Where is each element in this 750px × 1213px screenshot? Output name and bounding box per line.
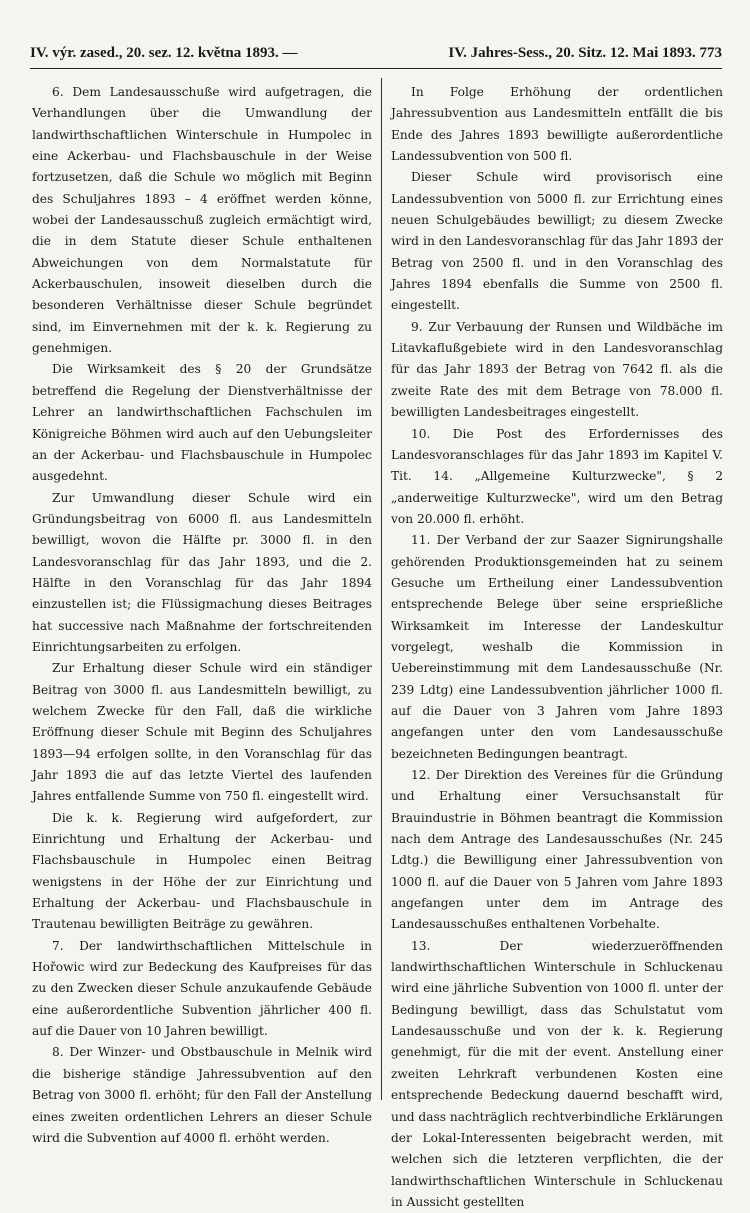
- paragraph: 11. Der Verband der zur Saazer Signirungshalle gehörenden Produktionsgemeinden hat zu seinem Gesuche um Ertheilung einer Landessubvention entsprechende Belege über seine ersprießliche Wirksamkeit im Interesse der Landeskultur vorgelegt, weshalb die Kommission in Uebereinstimmung mit dem Landesausschuße (Nr. 239 Ldtg) eine Landessubvention jährlicher 1000 fl. auf die Dauer von 3 Jahren vom Jahre 1893 angefangen unter den vom Landesausschuße bezeichneten Bedingungen beantragt.: [391, 533, 723, 761]
- paragraph: 12. Der Direktion des Vereines für die Gründung und Erhaltung einer Versuchsanstalt für Brauindustrie in Böhmen beantragt die Kommission nach dem Antrage des Landesausschußes (Nr. 245 Ldtg.) die Bewilligung einer Jahressubvention von 1000 fl. auf die Dauer von 5 Jahren vom Jahre 1893 angefangen unter dem im Antrage des Landesausschußes enthaltenen Vorbehalte.: [391, 768, 723, 932]
- paragraph: Die k. k. Regierung wird aufgefordert, zur Einrichtung und Erhaltung der Ackerbau- und Flachsbauschule in Humpolec einen Beitrag wenigstens in der Höhe der zur Einrichtung und Erhaltung der Ackerbau- und Flachsbauschule in Trautenau bewilligten Beiträge zu gewähren.: [32, 810, 372, 932]
- paragraph: 6. Dem Landesausschuße wird aufgetragen, die Verhandlungen über die Umwandlung der landwirthschaftlichen Winterschule in Humpolec in eine Ackerbau- und Flachsbauschule in der Weise fortzusetzen, daß die Schule wo möglich mit Beginn des Schuljahres 1893 – 4 eröffnet werden könne, wobei der Landesausschuß zugleich ermächtigt wird, die in dem Statute dieser Schule enthaltenen Abweichungen von dem Normalstatute für Ackerbauschulen, insoweit dieselben durch die besonderen Verhältnisse dieser Schule begründet sind, im Einvernehmen mit der k. k. Regierung zu genehmigen.: [32, 85, 372, 356]
- header-czech-text: IV. výr. zased., 20. sez. 12. května 1893.: [30, 45, 279, 61]
- header-czech: [30, 40, 298, 66]
- paragraph: Zur Umwandlung dieser Schule wird ein Gründungsbeitrag von 6000 fl. aus Landesmitteln bewilligt, wovon die Hälfte pr. 3000 fl. in den Landesvoranschlag für das Jahr 1893, und die 2. Hälfte in den Voranschlag für das Jahr 1894 einzustellen ist; die Flüssigmachung dieses Beitrages hat successive nach Maßnahme der fortschreitenden Einrichtungsarbeiten zu erfolgen.: [32, 490, 372, 654]
- header-separator: —: [282, 45, 298, 61]
- paragraph: 13. Der wiederzueröffnenden landwirthschaftlichen Winterschule in Schluckenau wird eine jährliche Subvention von 1000 fl. unter der Bedingung bewilligt, dass das Schulstatut vom Landesausschuße und von der k. k. Regierung genehmigt, für die mit der event. Anstellung einer zweiten Lehrkraft verbundenen Kosten eine entsprechende Bedeckung dauernd beschafft wird, und dass nachträglich rechtverbindliche Erklärungen der Lokal-Interessenten beigebracht werden, mit welchen sich die letzteren verpflichten, die der landwirthschaftlichen Winterschule in Schluckenau in Aussicht gestellten: [391, 938, 723, 1209]
- paragraph: 7. Der landwirthschaftlichen Mittelschule in Hořowic wird zur Bedeckung des Kaufpreises für das zu den Zwecken dieser Schule anzukaufende Gebäude eine außerordentliche Subvention jährlicher 400 fl. auf die Dauer von 10 Jahren bewilligt.: [32, 938, 372, 1039]
- left-column: [32, 82, 372, 1145]
- paragraph: 8. Der Winzer- und Obstbauschule in Melnik wird die bisherige ständige Jahressubvention auf den Betrag von 3000 fl. erhöht; für den Fall der Anstellung eines zweiten ordentlichen Lehrers an dieser Schule wird die Subvention auf 4000 fl. erhöht werden.: [32, 1045, 372, 1145]
- paragraph: 9. Zur Verbauung der Runsen und Wildbäche im Litavkaflußgebiete wird in den Landesvoranschlag für das Jahr 1893 der Betrag von 7642 fl. als die zweite Rate des mit dem Betrage von 78.000 fl. bewilligten Landesbeitrages eingestellt.: [391, 319, 723, 420]
- right-column: [391, 82, 723, 1209]
- column-divider: [381, 78, 382, 1100]
- header-rule: [30, 68, 722, 69]
- paragraph: In Folge Erhöhung der ordentlichen Jahressubvention aus Landesmitteln entfällt die bis Ende des Jahres 1893 bewilligte außerordentliche Landessubvention von 500 fl.: [391, 85, 723, 164]
- paragraph: Dieser Schule wird provisorisch eine Landessubvention von 5000 fl. zur Errichtung eines neuen Schulgebäudes bewilligt; zu diesem Zwecke wird in den Landesvoranschlag für das Jahr 1893 der Betrag von 2500 fl. und in den Voranschlag des Jahres 1894 ebenfalls die Summe von 2500 fl. eingestellt.: [391, 170, 723, 313]
- paragraph: 10. Die Post des Erfordernisses des Landesvoranschlages für das Jahr 1893 im Kapitel V. Tit. 14. „Allgemeine Kulturzwecke", § 2 „anderweitige Kulturzwecke", wird um den Betrag von 20.000 fl. erhöht.: [391, 426, 723, 526]
- paragraph: Die Wirksamkeit des § 20 der Grundsätze betreffend die Regelung der Dienstverhältnisse der Lehrer an landwirthschaftlichen Fachschulen im Königreiche Böhmen wird auch auf den Uebungsleiter an der Ackerbau- und Flachsbauschule in Humpolec ausgedehnt.: [32, 362, 372, 484]
- paragraph: Zur Erhaltung dieser Schule wird ein ständiger Beitrag von 3000 fl. aus Landesmitteln bewilligt, zu welchem Zwecke für den Fall, daß die wirkliche Eröffnung dieser Schule mit Beginn des Schuljahres 1893—94 erfolgen sollte, in den Voranschlag für das Jahr 1893 die auf das letzte Viertel des laufenden Jahres entfallende Summe von 750 fl. eingestellt wird.: [32, 661, 372, 804]
- page-header: [30, 40, 722, 66]
- header-german: IV. Jahres-Sess., 20. Sitz. 12. Mai 1893. 773: [448, 45, 722, 61]
